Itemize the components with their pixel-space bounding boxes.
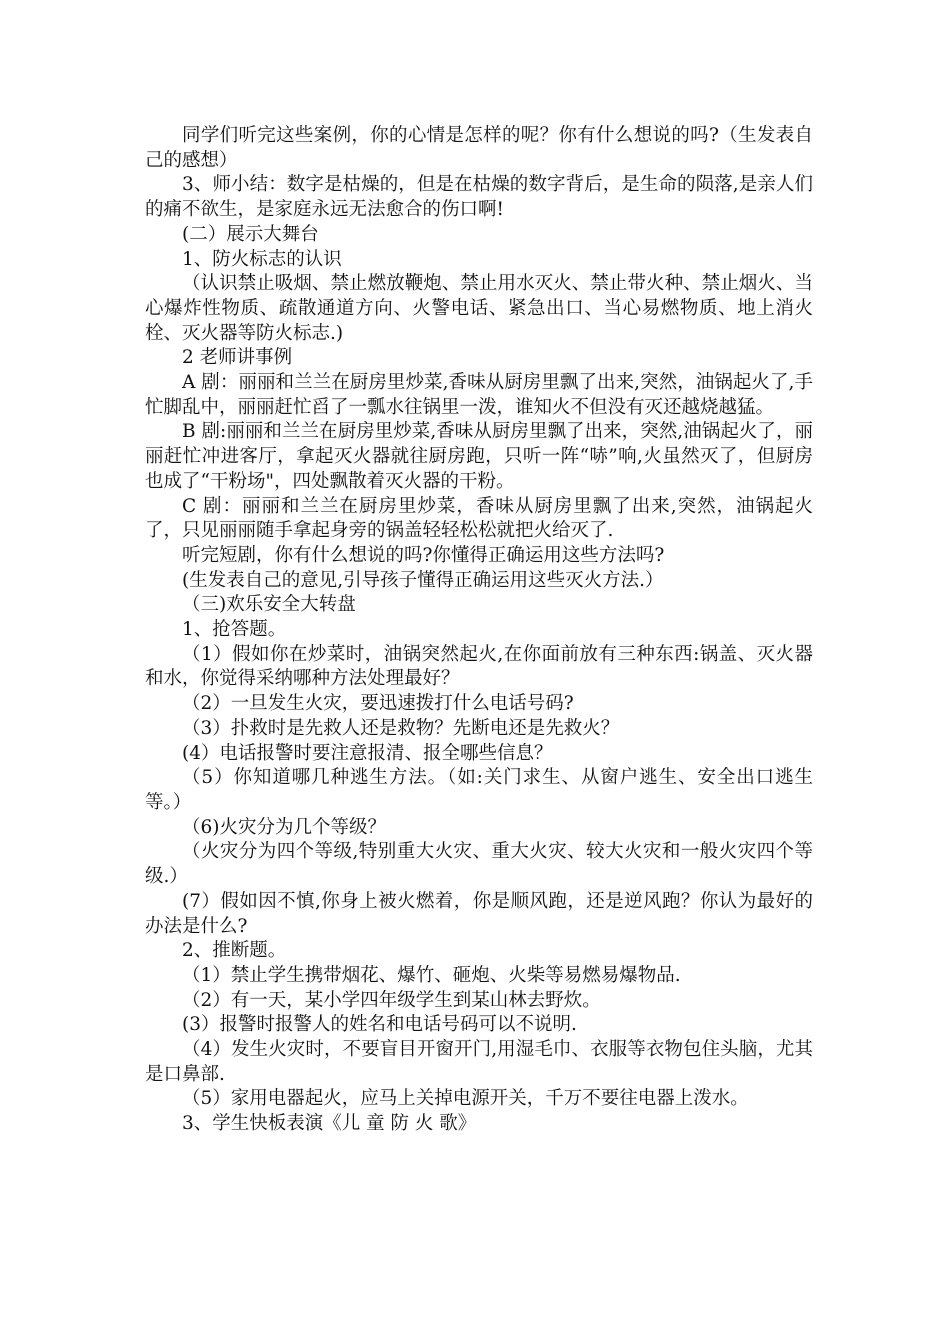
paragraph-after-scenes-question: 听完短剧，你有什么想说的吗?你懂得正确运用这些方法吗? xyxy=(182,544,665,566)
paragraph-student-opinions: (生发表自己的意见,引导孩子懂得正确运用这些灭火方法.） xyxy=(182,569,664,591)
quiz-question-4: (4）电话报警时要注意报清、报全哪些信息？ xyxy=(182,742,553,764)
paragraph-scene-b: B 剧:丽丽和兰兰在厨房里炒菜,香味从厨房里飘了出来，突然,油锅起火了，丽丽赶忙冲进客厅，拿起灭火器就往厨房跑，只听一阵“哧”响,火虽然灭了，但厨房也成了“干粉场"，四处飘散着灭火器的干粉。 xyxy=(145,421,813,492)
paragraph-reflection-question: 同学们听完这些案例，你的心情是怎样的呢？你有什么想说的吗?（生发表自己的感想） xyxy=(145,125,813,171)
section-heading-stage: (二）展示大舞台 xyxy=(182,223,319,245)
document-page xyxy=(145,124,813,1137)
judgment-item-5: （5）家用电器起火，应马上关掉电源开关，千万不要往电器上泼水。 xyxy=(182,1088,749,1110)
judgment-item-3: (3）报警时报警人的姓名和电话号码可以不说明. xyxy=(182,1014,577,1036)
quiz-answer-6: （火灾分为四个等级,特别重大火灾、重大火灾、较大火灾和一般火灾四个等级.） xyxy=(145,841,813,888)
paragraph-scene-c: C 剧：丽丽和兰兰在厨房里炒菜，香味从厨房里飘了出来,突然，油锅起火了，只见丽丽随手拿起身旁的锅盖轻轻松松就把火给灭了. xyxy=(145,495,813,542)
judgment-item-2: （2）有一天，某小学四年级学生到某山林去野炊。 xyxy=(182,989,601,1011)
paragraph-fire-signs-list: （认识禁止吸烟、禁止燃放鞭炮、禁止用水灭火、禁止带火种、禁止烟火、当心爆炸性物质、疏散通道方向、火警电话、紧急出口、当心易燃物质、地上消火栓、灭火器等防火标志.) xyxy=(145,273,813,344)
quiz-question-1: （1）假如你在炒菜时，油锅突然起火,在你面前放有三种东西:锅盖、灭火器和水，你觉得采纳哪种方法处理最好？ xyxy=(145,643,813,690)
subheading-fire-signs: 1、防火标志的认识 xyxy=(182,248,342,270)
judgment-item-4: （4）发生火灾时，不要盲目开窗开门,用湿毛巾、衣服等衣物包住头脑，尤其是口鼻部. xyxy=(145,1039,813,1085)
quiz-question-2: （2）一旦发生火灾，要迅速拨打什么电话号码? xyxy=(182,693,574,715)
paragraph-scene-a: A 剧：丽丽和兰兰在厨房里炒菜,香味从厨房里飘了出来,突然，油锅起火了,手忙脚乱中，丽丽赶忙舀了一瓢水往锅里一泼，谁知火不但没有灭还越烧越猛。 xyxy=(145,372,813,418)
subheading-judgment-questions: 2、推断题。 xyxy=(182,940,287,962)
judgment-item-1: （1）禁止学生携带烟花、爆竹、砸炮、火柴等易燃易爆物品. xyxy=(182,964,681,986)
paragraph-teacher-summary: 3、师小结：数字是枯燥的，但是在枯燥的数字背后，是生命的陨落,是亲人们的痛不欲生，是家庭永远无法愈合的伤口啊! xyxy=(145,174,813,221)
subheading-teacher-examples: 2 老师讲事例 xyxy=(182,347,293,369)
quiz-question-6: （6)火灾分为几个等级？ xyxy=(182,816,386,838)
quiz-question-5: （5）你知道哪几种逃生方法。（如:关门求生、从窗户逃生、安全出口逃生等。） xyxy=(145,767,813,813)
section-heading-safety-wheel: （三)欢乐安全大转盘 xyxy=(182,594,356,616)
subheading-quick-quiz: 1、抢答题。 xyxy=(182,619,287,641)
subheading-clapper-performance: 3、学生快板表演《儿 童 防 火 歌》 xyxy=(182,1113,477,1135)
quiz-question-3: （3）扑救时是先救人还是救物？先断电还是先救火？ xyxy=(182,717,620,739)
quiz-question-7: (7）假如因不慎,你身上被火燃着，你是顺风跑，还是逆风跑？你认为最好的办法是什么? xyxy=(145,890,813,937)
